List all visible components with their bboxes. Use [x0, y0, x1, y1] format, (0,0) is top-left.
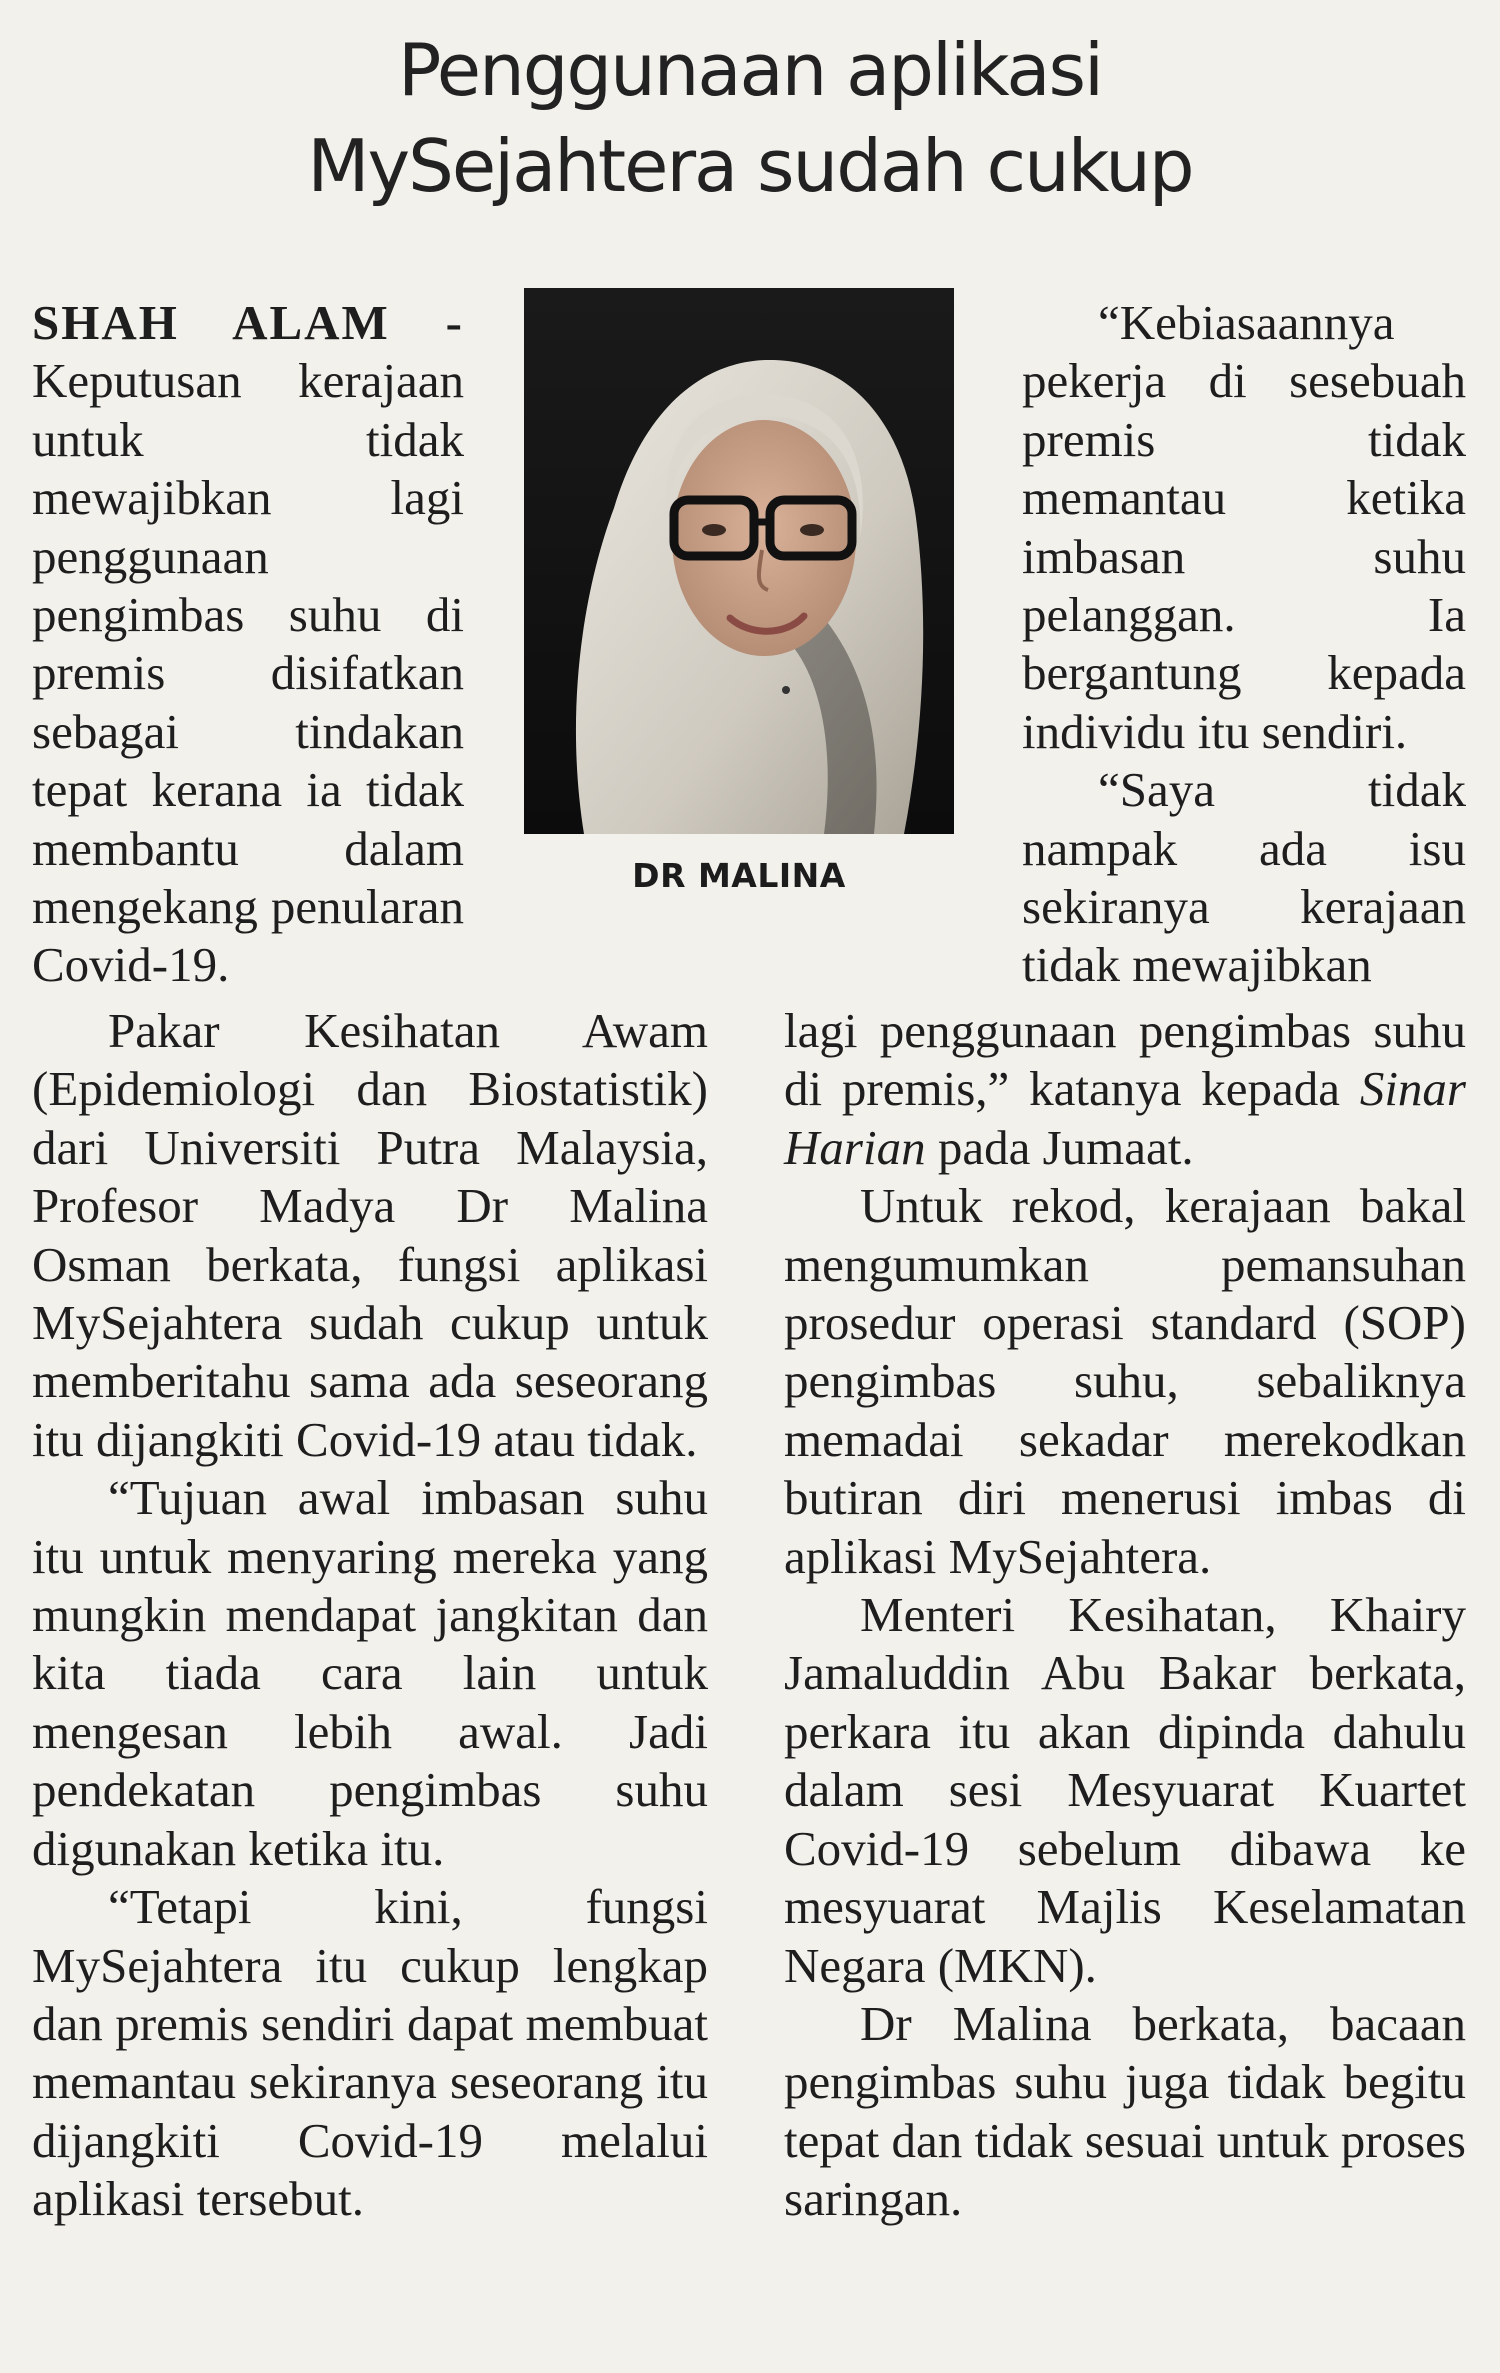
paragraph: “Tetapi kini, fungsi MySejahtera itu cukup lengkap dan premis sendiri dapat membuat memantau sekiranya seseorang itu dijangkiti Covid-19 melalui aplikasi tersebut. [32, 1879, 708, 2227]
right-top-column [1022, 294, 1466, 995]
paragraph: “Saya tidak nampak ada isu sekiranya kerajaan tidak mewajibkan [1022, 762, 1466, 993]
portrait-illustration [524, 288, 954, 834]
text-run: lagi penggunaan pengimbas suhu di premis,” katanya kepada [784, 1003, 1466, 1117]
lead-paragraph: Keputusan kerajaan untuk tidak mewajibkan lagi penggunaan pengimbas suhu di premis disifatkan sebagai tindakan tepat kerana ia tidak membantu dalam mengekang penularan Covid-19. [32, 353, 464, 993]
portrait-photo [524, 288, 954, 834]
headline [0, 22, 1500, 214]
paragraph-continued [784, 1002, 1466, 1177]
left-column [32, 1002, 708, 2229]
paragraph: Dr Malina berkata, bacaan pengimbas suhu juga tidak begitu tepat dan tidak sesuai untuk proses saringan. [784, 1995, 1466, 2227]
headline-line-2: MySejahtera sudah cukup [307, 124, 1193, 208]
lead-column [32, 294, 464, 995]
paragraph: Menteri Kesihatan, Khairy Jamaluddin Abu Bakar berkata, perkara itu akan dipinda dahulu dalam sesi Mesyuarat Kuartet Covid-19 sebelum dibawa ke mesyuarat Majlis Keselamatan Negara (MKN). [784, 1587, 1466, 1993]
headline-line-1: Penggunaan aplikasi [397, 28, 1103, 112]
paragraph: “Kebiasaannya pekerja di sesebuah premis tidak memantau ketika imbasan suhu pelanggan. Ia bergantung kepada individu itu sendiri. [1022, 295, 1466, 759]
paragraph: Untuk rekod, kerajaan bakal mengumumkan pemansuhan prosedur operasi standard (SOP) pengimbas suhu, sebaliknya memadai sekadar merekodkan butiran diri menerusi imbas di aplikasi MySejahtera. [784, 1178, 1466, 1584]
publication-name: Sinar Harian [784, 1061, 1466, 1175]
paragraph: “Tujuan awal imbasan suhu itu untuk menyaring mereka yang mungkin mendapat jangkitan dan kita tiada cara lain untuk mengesan lebih awal. Jadi pendekatan pengimbas suhu digunakan ketika itu. [32, 1470, 708, 1876]
dateline: SHAH ALAM - [32, 295, 464, 350]
right-column [784, 1002, 1466, 2229]
text-run: pada Jumaat. [937, 1119, 1194, 1175]
photo-caption: DR MALINA [632, 856, 846, 895]
paragraph: Pakar Kesihatan Awam (Epidemiologi dan Biostatistik) dari Universiti Putra Malaysia, Profesor Madya Dr Malina Osman berkata, fungsi aplikasi MySejahtera sudah cukup untuk memberitahu sama ada seseorang itu dijangkiti Covid-19 atau tidak. [32, 1003, 708, 1467]
